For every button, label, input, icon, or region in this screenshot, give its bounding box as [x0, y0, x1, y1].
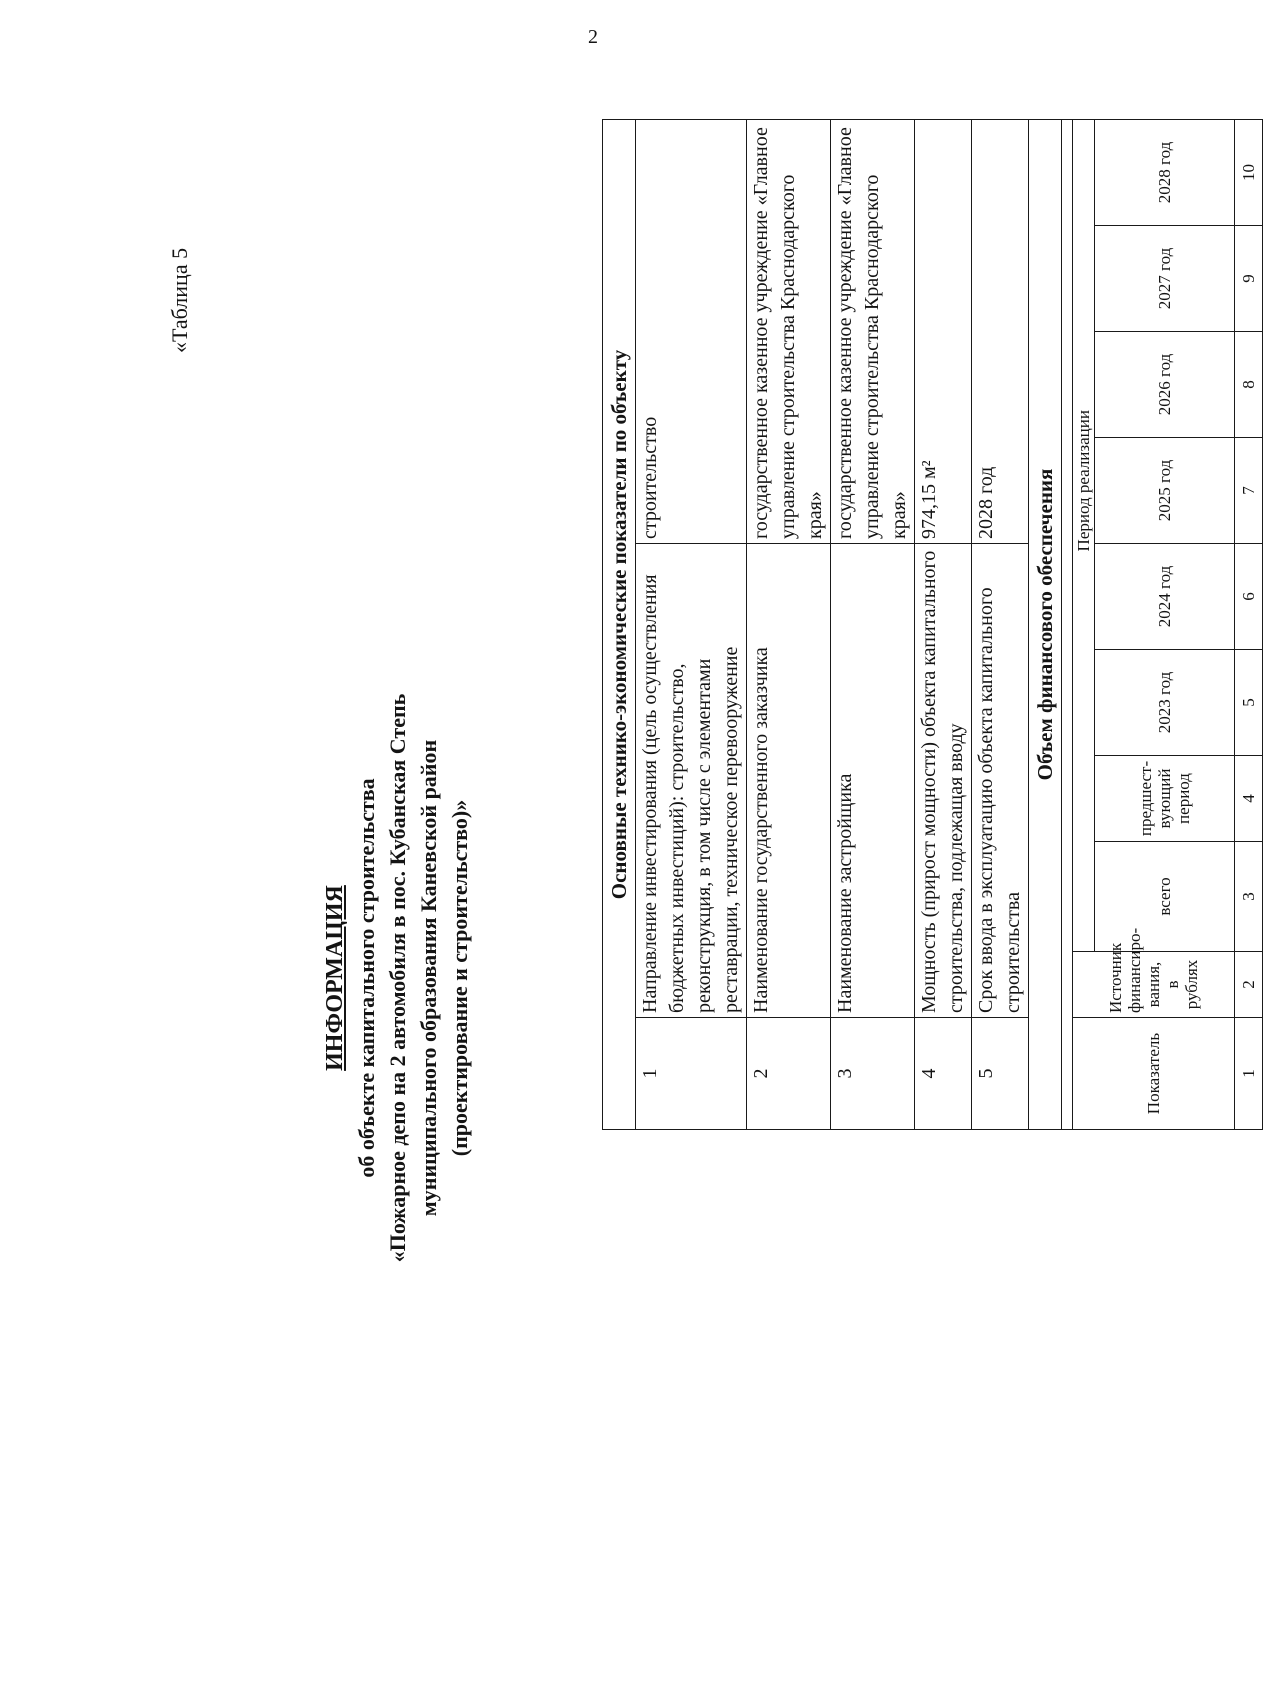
header-period: Период реализации [1073, 119, 1095, 841]
column-number: 9 [1235, 226, 1263, 332]
row-number: 3 [831, 1018, 915, 1130]
row-number: 1 [636, 1018, 747, 1130]
header-indicator: Показатель [1073, 1018, 1235, 1130]
row-value: строительство [636, 119, 747, 543]
row-label: Направление инвестирования (цель осуществления бюджетных инвестиций): строительство, реконструкция, в том числе с элементами реставрации, техническое перевооружение [636, 544, 747, 1018]
title-line-3: муниципального образования Каневской район [416, 739, 441, 1217]
column-number: 8 [1235, 332, 1263, 438]
column-number: 7 [1235, 438, 1263, 544]
row-value: государственное казенное учреждение «Главное управление строительства Краснодарского края» [831, 119, 915, 543]
row-number: 5 [972, 1018, 1029, 1130]
header-previous-period: предшест-вующий период [1095, 756, 1235, 842]
table-row [915, 119, 972, 1129]
section-title-financing: Объем финансового обеспечения [1029, 119, 1062, 1129]
header-total: всего [1095, 842, 1235, 952]
row-label: Наименование государственного заказчика [747, 544, 831, 1018]
object-table [602, 119, 1263, 1130]
column-number: 3 [1235, 842, 1263, 952]
row-number: 4 [915, 1018, 972, 1130]
column-number: 10 [1235, 119, 1263, 225]
table-row [636, 119, 747, 1129]
row-value: государственное казенное учреждение «Главное управление строительства Краснодарского края» [747, 119, 831, 543]
header-blank [1073, 842, 1095, 952]
header-2023: 2023 год [1095, 650, 1235, 756]
title-line-1: об объекте капитального строительства [354, 778, 379, 1178]
row-label: Наименование застройщика [831, 544, 915, 1018]
table-row [747, 119, 831, 1129]
column-number: 2 [1235, 952, 1263, 1018]
row-value: 2028 год [972, 119, 1029, 543]
table-row [831, 119, 915, 1129]
title-line-2: «Пожарное депо на 2 автомобиля в пос. Кубанская Степь [385, 693, 410, 1263]
header-source: Источник финансиро-вания, в рублях [1073, 952, 1235, 1018]
row-value: 974,15 м² [915, 119, 972, 543]
column-number: 1 [1235, 1018, 1263, 1130]
column-number: 4 [1235, 756, 1263, 842]
table-label: «Таблица 5 [167, 247, 192, 353]
column-numbers-row [1235, 119, 1263, 1129]
row-label: Мощность (прирост мощности) объекта капитального строительства, подлежащая вводу [915, 544, 972, 1018]
spacer-row [1062, 119, 1073, 1129]
header-2028: 2028 год [1095, 119, 1235, 225]
section-title-indicators: Основные технико-экономические показатели по объекту [603, 119, 636, 1129]
title-line-4: (проектирование и строительство)» [447, 799, 472, 1157]
header-2025: 2025 год [1095, 438, 1235, 544]
info-table [602, 120, 1258, 1130]
document-title [320, 658, 475, 1298]
column-number: 6 [1235, 544, 1263, 650]
row-number: 2 [747, 1018, 831, 1130]
header-2024: 2024 год [1095, 544, 1235, 650]
header-2027: 2027 год [1095, 226, 1235, 332]
table-row [972, 119, 1029, 1129]
title-heading: ИНФОРМАЦИЯ [322, 885, 348, 1071]
page-number: 2 [588, 26, 598, 48]
header-2026: 2026 год [1095, 332, 1235, 438]
row-label: Срок ввода в эксплуатацию объекта капитального строительства [972, 544, 1029, 1018]
column-number: 5 [1235, 650, 1263, 756]
